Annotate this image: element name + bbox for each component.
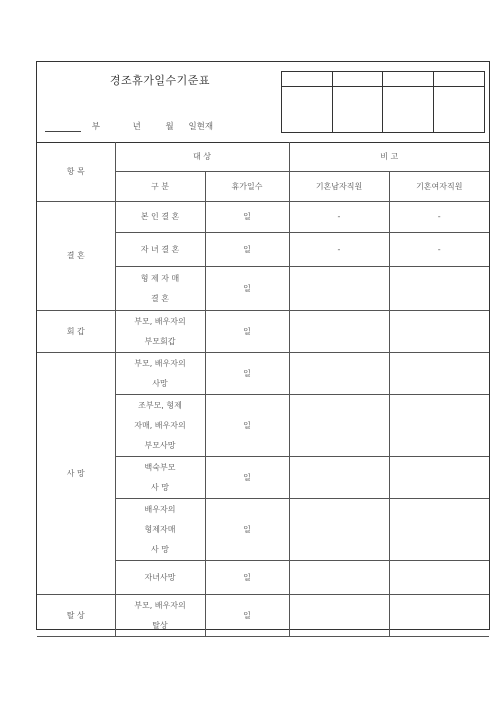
category-line: 백숙부모: [144, 462, 176, 472]
category-cell: [115, 457, 205, 499]
category-cell: [115, 202, 205, 233]
category-line: 부모, 배우자의: [134, 316, 186, 326]
category-line: 탈상: [152, 620, 168, 630]
category-line: 자매, 배우자의: [134, 420, 186, 430]
category-line: 부모회갑: [144, 336, 176, 346]
header-married-female: 기혼여자직원: [389, 172, 489, 202]
category-cell: [115, 311, 205, 353]
days-cell: 일: [205, 457, 289, 499]
approval-sign-cell: [282, 87, 333, 132]
category-line: 배우자의: [144, 504, 176, 514]
married-female-cell: [389, 561, 489, 595]
header-category: 구 분: [115, 172, 205, 202]
group-name: 사 망: [37, 353, 115, 595]
category-line: 자 녀 결 혼: [140, 244, 180, 254]
header-note: 비 고: [289, 143, 489, 172]
days-cell: 일: [205, 202, 289, 233]
category-line: 부모사망: [144, 440, 176, 450]
leave-table: [37, 142, 489, 637]
header-married-male: 기혼남자직원: [289, 172, 389, 202]
header-days: 휴가일수: [205, 172, 289, 202]
category-cell: [115, 595, 205, 637]
married-female-cell: [389, 595, 489, 637]
approval-cell: [282, 72, 333, 87]
category-line: 자녀사망: [144, 572, 176, 582]
category-line: 결 혼: [151, 293, 169, 303]
category-line: 부모, 배우자의: [134, 600, 186, 610]
approval-box: [281, 71, 485, 133]
header-item: 항 목: [37, 143, 115, 202]
form-title: 경조휴가일수기준표: [109, 74, 211, 87]
group-name: 회 갑: [37, 311, 115, 353]
category-line: 사 망: [151, 544, 169, 554]
approval-sign-cell: [333, 87, 384, 132]
days-cell: 일: [205, 395, 289, 457]
category-cell: [115, 561, 205, 595]
married-male-cell: -: [289, 202, 389, 233]
married-female-cell: [389, 267, 489, 311]
category-line: 사 망: [151, 482, 169, 492]
date-line: [45, 120, 217, 132]
header-target: 대 상: [115, 143, 289, 172]
approval-sign-cell: [434, 87, 485, 132]
married-male-cell: [289, 311, 389, 353]
married-male-cell: [289, 267, 389, 311]
married-male-cell: -: [289, 233, 389, 267]
group-name: 탈 상: [37, 595, 115, 637]
category-cell: [115, 353, 205, 395]
approval-cell: [383, 72, 434, 87]
category-line: 사망: [152, 378, 168, 388]
month-label: 월: [165, 122, 174, 132]
married-female-cell: [389, 457, 489, 499]
married-male-cell: [289, 595, 389, 637]
days-cell: 일: [205, 233, 289, 267]
year-label: 년: [132, 122, 141, 132]
approval-cell: [434, 72, 485, 87]
category-line: 형 제 자 매: [140, 273, 180, 283]
approval-sign-cell: [383, 87, 434, 132]
married-female-cell: [389, 499, 489, 561]
days-cell: 일: [205, 267, 289, 311]
married-female-cell: -: [389, 233, 489, 267]
category-line: 부모, 배우자의: [134, 358, 186, 368]
category-cell: [115, 499, 205, 561]
dept-label: 부: [91, 122, 100, 132]
category-cell: [115, 267, 205, 311]
days-cell: 일: [205, 499, 289, 561]
married-male-cell: [289, 457, 389, 499]
category-cell: [115, 395, 205, 457]
married-female-cell: -: [389, 202, 489, 233]
married-female-cell: [389, 311, 489, 353]
days-cell: 일: [205, 311, 289, 353]
category-line: 형제자매: [144, 524, 176, 534]
approval-cell: [333, 72, 384, 87]
days-cell: 일: [205, 561, 289, 595]
days-cell: 일: [205, 353, 289, 395]
days-cell: 일: [205, 595, 289, 637]
dept-blank: [45, 131, 81, 132]
married-female-cell: [389, 395, 489, 457]
group-name: 결 혼: [37, 202, 115, 311]
married-male-cell: [289, 561, 389, 595]
married-female-cell: [389, 353, 489, 395]
married-male-cell: [289, 395, 389, 457]
category-cell: [115, 233, 205, 267]
leave-standard-form: [36, 61, 490, 630]
married-male-cell: [289, 353, 389, 395]
category-line: 본 인 결 혼: [140, 212, 180, 221]
date-now-label: 일현재: [188, 122, 214, 132]
category-line: 조부모, 형제: [138, 400, 182, 410]
married-male-cell: [289, 499, 389, 561]
